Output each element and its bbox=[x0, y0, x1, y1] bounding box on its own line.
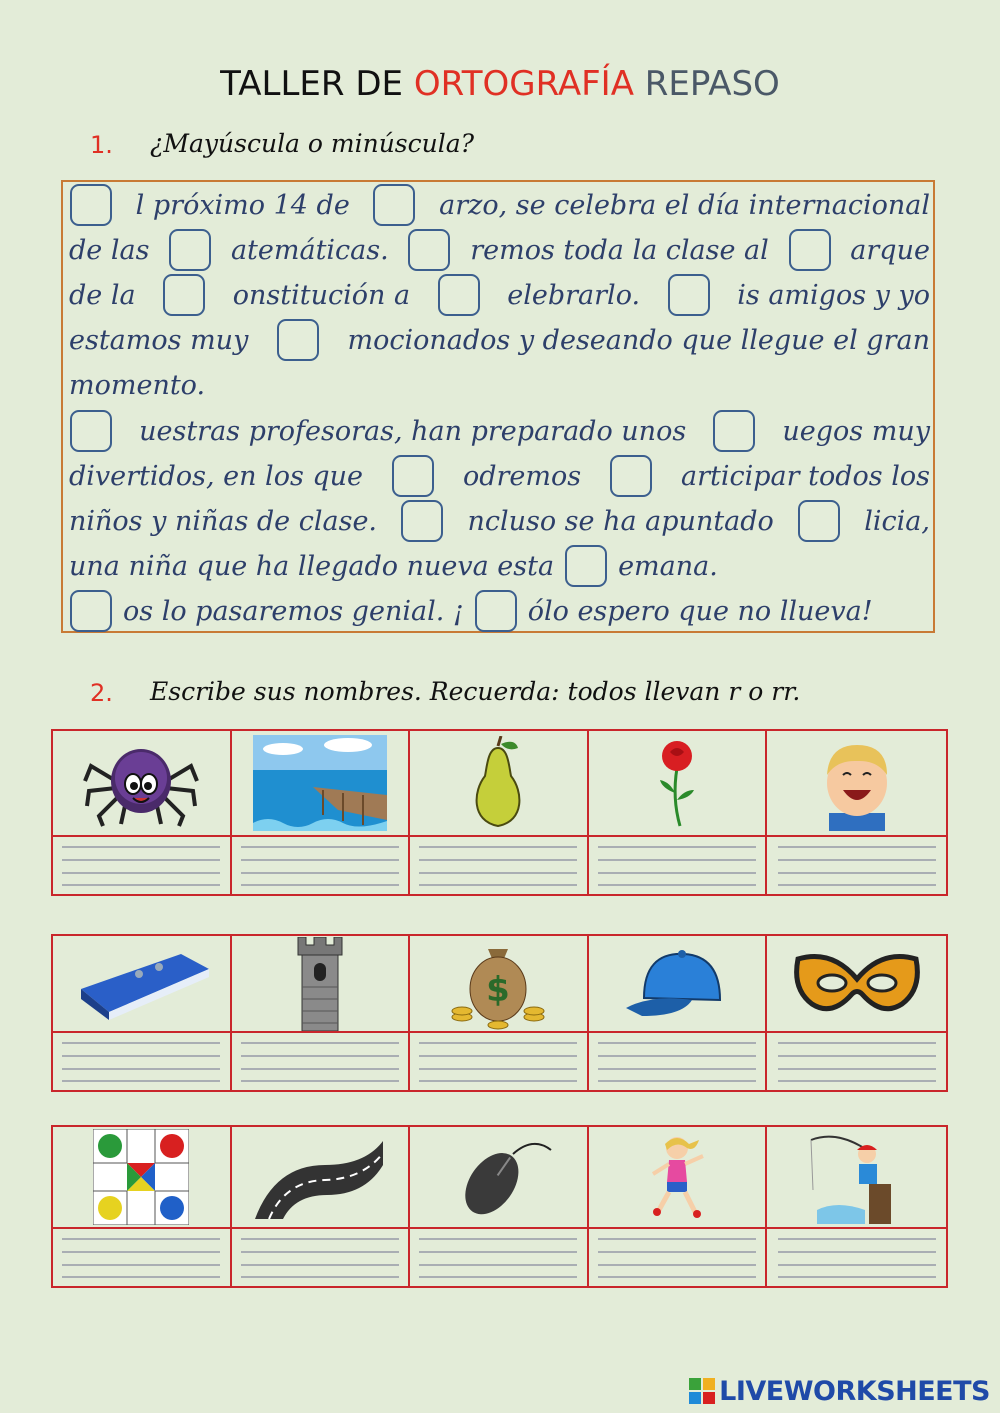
laughing-boy-picture bbox=[807, 735, 907, 831]
paragraph-text: arzo, se celebra el día internacional bbox=[439, 189, 930, 221]
answer-field[interactable] bbox=[598, 1042, 756, 1082]
answer-field[interactable] bbox=[241, 1042, 399, 1082]
paragraph-text: estamos muy bbox=[69, 324, 249, 356]
answer-field[interactable] bbox=[419, 1238, 577, 1278]
picture-cell bbox=[589, 731, 768, 837]
answer-cell bbox=[589, 1033, 768, 1090]
answer-cell bbox=[232, 1229, 411, 1286]
answer-cell bbox=[410, 837, 589, 894]
answer-field[interactable] bbox=[778, 846, 936, 886]
answer-field[interactable] bbox=[62, 1042, 220, 1082]
picture-cell bbox=[410, 731, 589, 837]
paragraph-line bbox=[69, 410, 930, 452]
picture-cell bbox=[232, 1127, 411, 1229]
picture-cell bbox=[53, 936, 232, 1033]
paragraph-text: ncluso se ha apuntado bbox=[467, 505, 774, 537]
letter-blank-box[interactable] bbox=[277, 319, 319, 361]
answer-field[interactable] bbox=[241, 1238, 399, 1278]
answer-field[interactable] bbox=[778, 1042, 936, 1082]
picture-cell bbox=[767, 731, 946, 837]
answer-field[interactable] bbox=[778, 1238, 936, 1278]
picture-cell bbox=[767, 936, 946, 1033]
parcheesi-board-picture bbox=[93, 1129, 189, 1225]
answer-cell bbox=[53, 1033, 232, 1090]
letter-blank-box[interactable] bbox=[169, 229, 211, 271]
picture-cell bbox=[767, 1127, 946, 1229]
mask-picture bbox=[792, 949, 922, 1019]
answer-cell bbox=[232, 837, 411, 894]
letter-blank-box[interactable] bbox=[438, 274, 480, 316]
letter-blank-box[interactable] bbox=[565, 545, 607, 587]
paragraph-text: niños y niñas de clase. bbox=[69, 505, 378, 537]
picture-cell bbox=[53, 731, 232, 837]
live-badge-icon bbox=[689, 1378, 715, 1404]
answer-cell bbox=[767, 837, 946, 894]
answer-cell bbox=[767, 1033, 946, 1090]
money-bag-picture bbox=[448, 937, 548, 1031]
paragraph-text: uegos muy bbox=[782, 415, 930, 447]
answer-cell bbox=[589, 837, 768, 894]
worksheet-title bbox=[0, 64, 1000, 104]
letter-blank-box[interactable] bbox=[668, 274, 710, 316]
paragraph-text: de la bbox=[69, 279, 136, 311]
answer-cell bbox=[53, 837, 232, 894]
paragraph-text: momento. bbox=[69, 369, 206, 401]
picture-grid-row-1 bbox=[51, 729, 948, 896]
cap-picture bbox=[622, 942, 732, 1026]
paragraph-text: onstitución a bbox=[232, 279, 411, 311]
pear-picture bbox=[463, 736, 533, 831]
picture-cell bbox=[232, 731, 411, 837]
paragraph-text: divertidos, en los que bbox=[69, 460, 364, 492]
paragraph-text: licia, bbox=[864, 505, 930, 537]
paragraph-line bbox=[69, 590, 930, 632]
picture-cell bbox=[410, 936, 589, 1033]
letter-blank-box[interactable] bbox=[70, 184, 112, 226]
picture-cell bbox=[232, 936, 411, 1033]
answer-cell bbox=[410, 1033, 589, 1090]
answer-field[interactable] bbox=[598, 1238, 756, 1278]
paragraph-text: os lo pasaremos genial. ¡ bbox=[123, 595, 464, 627]
paragraph-text: emana. bbox=[618, 550, 718, 582]
paragraph-line bbox=[69, 500, 930, 542]
paragraph-line bbox=[69, 455, 930, 497]
answer-cell bbox=[53, 1229, 232, 1286]
answer-field[interactable] bbox=[419, 846, 577, 886]
paragraph-text: ólo espero que no llueva! bbox=[527, 595, 873, 627]
mouse-picture bbox=[443, 1132, 553, 1222]
paragraph-text: remos toda la clase al bbox=[470, 234, 769, 266]
answer-cell bbox=[232, 1033, 411, 1090]
answer-cell bbox=[589, 1229, 768, 1286]
paragraph-line bbox=[69, 229, 930, 271]
paragraph-text: arque bbox=[850, 234, 930, 266]
paragraph-line bbox=[69, 319, 930, 361]
running-girl-picture bbox=[639, 1132, 715, 1222]
fishing-boy-picture bbox=[807, 1130, 907, 1224]
brand-name: LIVEWORKSHEETS bbox=[719, 1375, 990, 1407]
letter-blank-box[interactable] bbox=[475, 590, 517, 632]
question-1-text: ¿Mayúscula o minúscula? bbox=[150, 129, 475, 158]
picture-cell bbox=[589, 1127, 768, 1229]
liveworksheets-logo bbox=[689, 1376, 990, 1406]
paragraph-line bbox=[69, 364, 930, 406]
answer-field[interactable] bbox=[598, 846, 756, 886]
paragraph-line bbox=[69, 184, 930, 226]
answer-field[interactable] bbox=[62, 846, 220, 886]
paragraph-text: is amigos y yo bbox=[737, 279, 930, 311]
picture-grid-row-2 bbox=[51, 934, 948, 1092]
question-1-number: 1. bbox=[90, 131, 113, 159]
paragraph-text: elebrarlo. bbox=[507, 279, 641, 311]
picture-cell bbox=[410, 1127, 589, 1229]
letter-blank-box[interactable] bbox=[610, 455, 652, 497]
road-picture bbox=[255, 1135, 385, 1219]
paragraph-text: odremos bbox=[462, 460, 582, 492]
question-2-text: Escribe sus nombres. Recuerda: todos llevan r o rr. bbox=[150, 677, 801, 706]
paragraph-line bbox=[69, 545, 930, 587]
letter-blank-box[interactable] bbox=[163, 274, 205, 316]
paragraph-text: de las bbox=[69, 234, 150, 266]
answer-field[interactable] bbox=[419, 1042, 577, 1082]
letter-blank-box[interactable] bbox=[798, 500, 840, 542]
letter-blank-box[interactable] bbox=[392, 455, 434, 497]
letter-blank-box[interactable] bbox=[70, 590, 112, 632]
rose-picture bbox=[652, 738, 702, 828]
spider-picture bbox=[81, 736, 201, 831]
title-part2: ORTOGRAFÍA bbox=[413, 64, 634, 104]
letter-blank-box[interactable] bbox=[70, 410, 112, 452]
title-part3: REPASO bbox=[644, 64, 780, 104]
paragraph-text: una niña que ha llegado nueva esta bbox=[69, 550, 555, 582]
letter-blank-box[interactable] bbox=[401, 500, 443, 542]
paragraph-text: articipar todos los bbox=[681, 460, 930, 492]
answer-cell bbox=[410, 1229, 589, 1286]
answer-cell bbox=[767, 1229, 946, 1286]
letter-blank-box[interactable] bbox=[789, 229, 831, 271]
binder-picture bbox=[71, 944, 211, 1024]
title-part1: TALLER DE bbox=[220, 64, 404, 104]
paragraph-line bbox=[69, 274, 930, 316]
picture-cell bbox=[589, 936, 768, 1033]
picture-cell bbox=[53, 1127, 232, 1229]
paragraph-text: l próximo 14 de bbox=[135, 189, 350, 221]
svg-text:$: $ bbox=[486, 969, 511, 1010]
paragraph-text: uestras profesoras, han preparado unos bbox=[139, 415, 687, 447]
picture-grid-row-3 bbox=[51, 1125, 948, 1288]
paragraph-text: atemáticas. bbox=[230, 234, 389, 266]
letter-blank-box[interactable] bbox=[408, 229, 450, 271]
tower-picture bbox=[292, 937, 348, 1031]
paragraph-text: mocionados y deseando que llegue el gran bbox=[347, 324, 930, 356]
answer-field[interactable] bbox=[241, 846, 399, 886]
question-2-number: 2. bbox=[90, 679, 113, 707]
pier-sea-picture bbox=[253, 735, 387, 831]
answer-field[interactable] bbox=[62, 1238, 220, 1278]
letter-blank-box[interactable] bbox=[713, 410, 755, 452]
letter-blank-box[interactable] bbox=[373, 184, 415, 226]
